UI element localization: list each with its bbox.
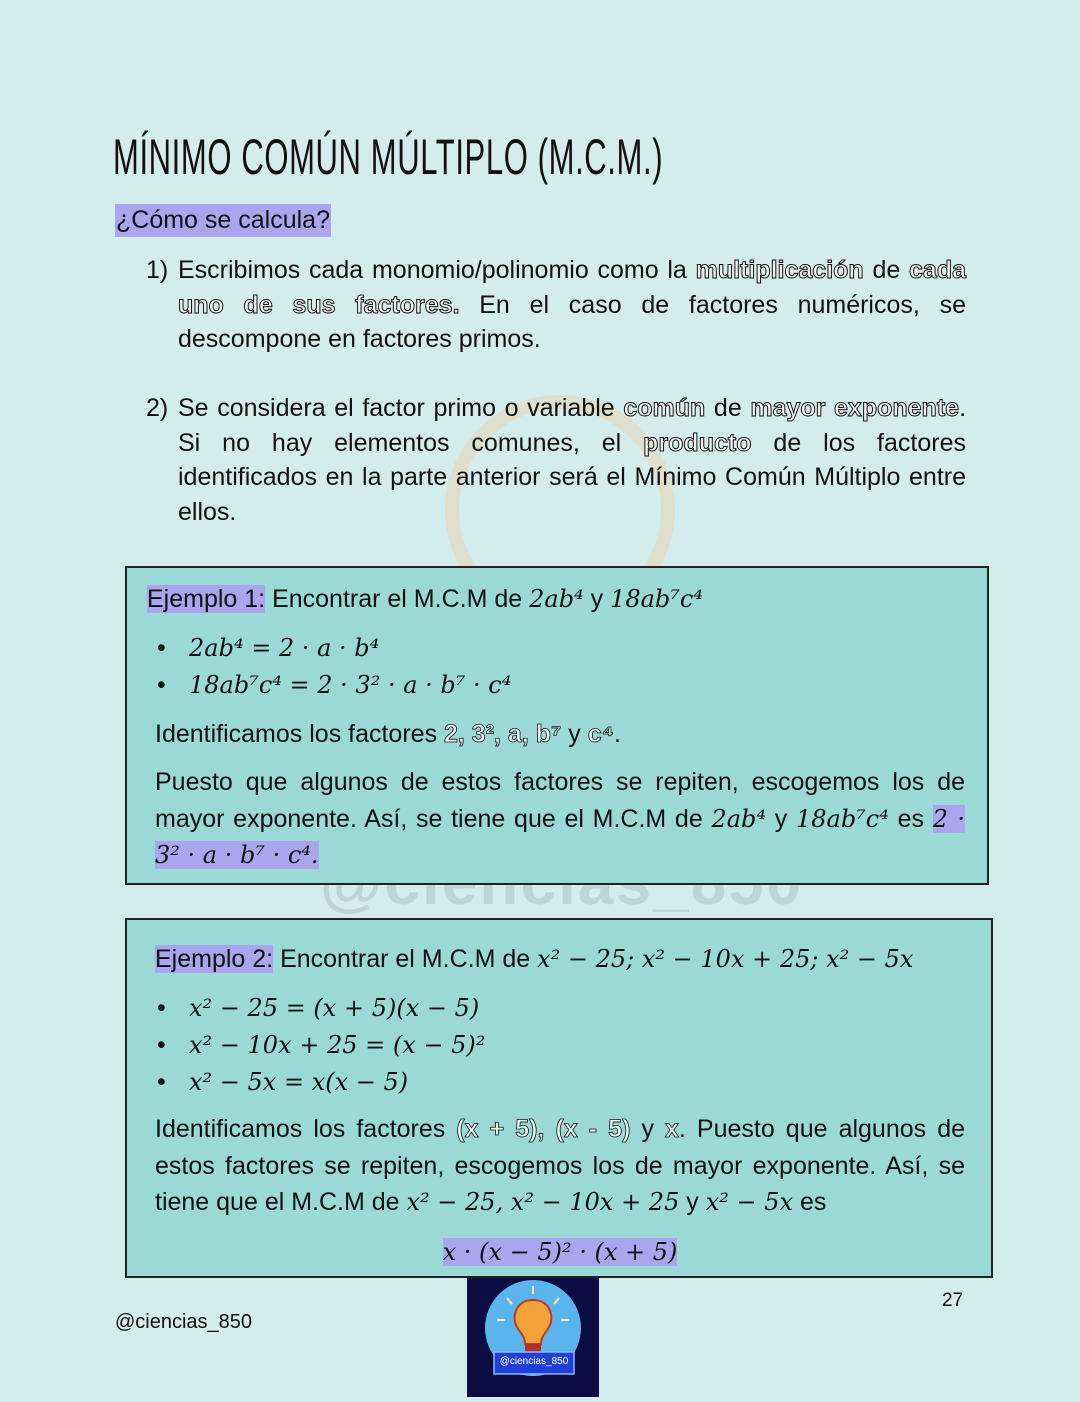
math: 18ab⁷c⁴ = 2 · 3² · a · b⁷ · c⁴ <box>189 671 512 699</box>
math: x² − 5x = x(x − 5) <box>189 1068 409 1096</box>
footer-handle: @ciencias_850 <box>115 1311 253 1333</box>
text: y <box>766 804 796 833</box>
example-label: Ejemplo 2: <box>155 945 274 973</box>
bold-term: c⁴ <box>587 720 615 748</box>
math: x² − 25; x² − 10x + 25; x² − 5x <box>537 945 914 973</box>
math: x² − 10x + 25 = (x − 5)² <box>189 1031 486 1059</box>
text: Puesto que algunos de estos factores se repiten, escogemos los de mayor exponente. Así, se tiene que el M.C.M de <box>155 768 965 833</box>
math: 18ab⁷c⁴ <box>795 804 889 833</box>
text: y <box>679 1188 706 1216</box>
text: . Si no hay elementos comunes, el <box>178 394 967 457</box>
step-1 <box>146 253 966 357</box>
text: de <box>863 256 910 284</box>
math: 2ab⁴ <box>711 804 767 833</box>
math: 2ab⁴ <box>529 585 584 613</box>
bullet-item: • 2ab⁴ = 2 · a · b⁴ <box>155 630 965 667</box>
example-2-bullets <box>155 978 965 1269</box>
bullet-item: • x² − 5x = x(x − 5) <box>155 1064 965 1101</box>
step-text <box>178 253 966 357</box>
text: . Puesto que algunos de estos factores se repiten, escogemos los de mayor exponente. Así, se tiene que el M.C.M de <box>155 1115 966 1216</box>
text: es <box>888 804 933 833</box>
math: 2ab⁴ = 2 · a · b⁴ <box>189 634 380 662</box>
step-2 <box>146 391 966 529</box>
bold-term: (x + 5), (x - 5) <box>456 1115 631 1143</box>
example-1-statement <box>147 580 965 618</box>
conclusion <box>155 764 965 874</box>
bold-term: 2, 3², a, b⁷ <box>444 720 562 748</box>
text: de los factores identificados en la parte anterior será el Mínimo Común Múltiplo entre ellos. <box>178 428 966 526</box>
text: Escribimos cada monomio/polinomio como la <box>178 256 696 284</box>
step-number: 1) <box>146 256 169 284</box>
text: es <box>793 1188 827 1216</box>
example-2-box <box>125 918 993 1278</box>
brand-logo <box>467 1278 599 1397</box>
text: Identificamos los factores <box>155 1115 457 1143</box>
text: Encontrar el M.C.M de <box>265 585 530 613</box>
bold-term: x <box>665 1115 679 1143</box>
example-1-bullets <box>147 618 965 874</box>
bullet-item: • x² − 25 = (x + 5)(x − 5) <box>155 990 965 1027</box>
bullet-item: • x² − 10x + 25 = (x − 5)² <box>155 1027 965 1064</box>
result-highlight: 2 · 3² · a · b⁷ · c⁴. <box>155 804 965 869</box>
text: Se considera el factor primo o variable <box>178 394 624 422</box>
text: y <box>561 720 588 748</box>
conclusion <box>155 1111 965 1221</box>
step-text <box>178 391 966 529</box>
text: y <box>583 585 611 613</box>
step-number: 2) <box>146 394 169 422</box>
math: x² − 5x <box>705 1188 794 1216</box>
bold-term: producto <box>643 428 752 457</box>
bold-term: mayor exponente <box>750 394 960 422</box>
bullet-item: • 18ab⁷c⁴ = 2 · 3² · a · b⁷ · c⁴ <box>155 667 965 704</box>
text: Encontrar el M.C.M de <box>273 945 538 973</box>
math: x² − 25, x² − 10x + 25 <box>406 1188 680 1216</box>
identify-line <box>155 716 965 752</box>
result-highlight: x · (x − 5)² · (x + 5) <box>442 1237 678 1266</box>
math: x² − 25 = (x + 5)(x − 5) <box>189 994 480 1022</box>
logo-text: @ciencias_850 <box>499 1356 569 1367</box>
text: Identificamos los factores <box>155 720 445 748</box>
text: . <box>614 720 621 748</box>
example-1-box <box>125 566 989 885</box>
page-number: 27 <box>942 1290 964 1311</box>
result-line <box>155 1235 965 1269</box>
example-2-statement <box>155 940 965 978</box>
bold-term: cada uno de sus factores. <box>178 256 967 319</box>
lightbulb-icon <box>467 1278 599 1397</box>
text: En el caso de factores numéricos, se descompone en factores primos. <box>178 290 966 353</box>
math: 18ab⁷c⁴ <box>610 585 703 613</box>
section-subtitle: ¿Cómo se calcula? <box>115 204 331 237</box>
text: y <box>630 1115 666 1143</box>
text: de <box>705 394 751 422</box>
bold-term: multiplicación <box>695 256 864 284</box>
example-label: Ejemplo 1: <box>147 585 266 613</box>
bold-term: común <box>623 394 706 422</box>
page-title: MÍNIMO COMÚN MÚLTIPLO (M.C.M.) <box>113 129 664 185</box>
